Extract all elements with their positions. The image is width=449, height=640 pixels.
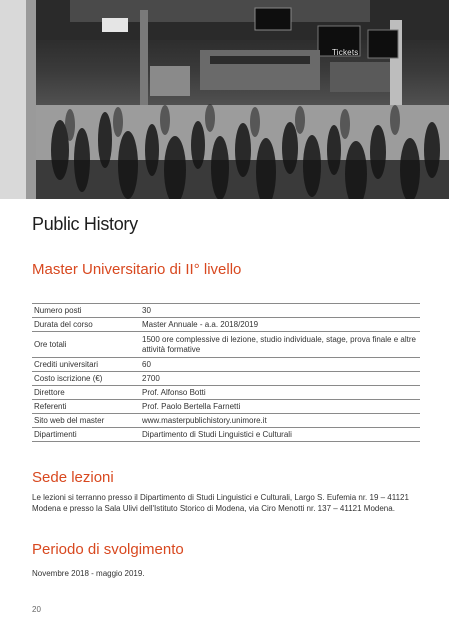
tickets-sign: Tickets: [332, 48, 359, 57]
table-row: [32, 304, 420, 318]
info-table: [32, 303, 420, 442]
row-label: Dipartimenti: [32, 428, 140, 442]
row-value: 1500 ore complessive di lezione, studio individuale, stage, prova finale e altre attività formative: [140, 332, 420, 358]
row-label: Numero posti: [32, 304, 140, 318]
sede-paragraph: Le lezioni si terranno presso il Dipartimento di Studi Linguistici e Culturali, Largo S. Eufemia nr. 19 – 41121 Modena e presso la Sala Ulivi dell'Istituto Storico di Modena, via Ciro Menotti nr. 137 – 41121 Modena.: [32, 493, 409, 513]
row-value: 2700: [140, 372, 420, 386]
row-value: Prof. Paolo Bertella Farnetti: [140, 400, 420, 414]
row-label: Direttore: [32, 386, 140, 400]
row-value: Dipartimento di Studi Linguistici e Culturali: [140, 428, 420, 442]
row-label: Sito web del master: [32, 414, 140, 428]
hero-photo: [0, 0, 449, 199]
station-crowd-image: [0, 0, 449, 199]
page-number: 20: [32, 605, 41, 614]
row-value: Prof. Alfonso Botti: [140, 386, 420, 400]
table-row: [32, 358, 420, 372]
periodo-heading: Periodo di svolgimento: [32, 541, 184, 558]
row-value: 30: [140, 304, 420, 318]
table-row: [32, 332, 420, 358]
periodo-paragraph: Novembre 2018 - maggio 2019.: [32, 569, 145, 578]
row-label: Ore totali: [32, 332, 140, 358]
website-link[interactable]: www.masterpublichistory.unimore.it: [140, 414, 420, 428]
master-heading: Master Universitario di II° livello: [32, 261, 242, 278]
row-label: Crediti universitari: [32, 358, 140, 372]
row-label: Referenti: [32, 400, 140, 414]
table-row: [32, 414, 420, 428]
row-label: Durata del corso: [32, 318, 140, 332]
table-row: [32, 372, 420, 386]
table-row: [32, 400, 420, 414]
table-row: [32, 318, 420, 332]
row-value: 60: [140, 358, 420, 372]
row-value: Master Annuale - a.a. 2018/2019: [140, 318, 420, 332]
sede-heading: Sede lezioni: [32, 469, 114, 486]
page-title: Public History: [32, 214, 138, 234]
table-row: [32, 386, 420, 400]
table-row: [32, 428, 420, 442]
row-label: Costo iscrizione (€): [32, 372, 140, 386]
